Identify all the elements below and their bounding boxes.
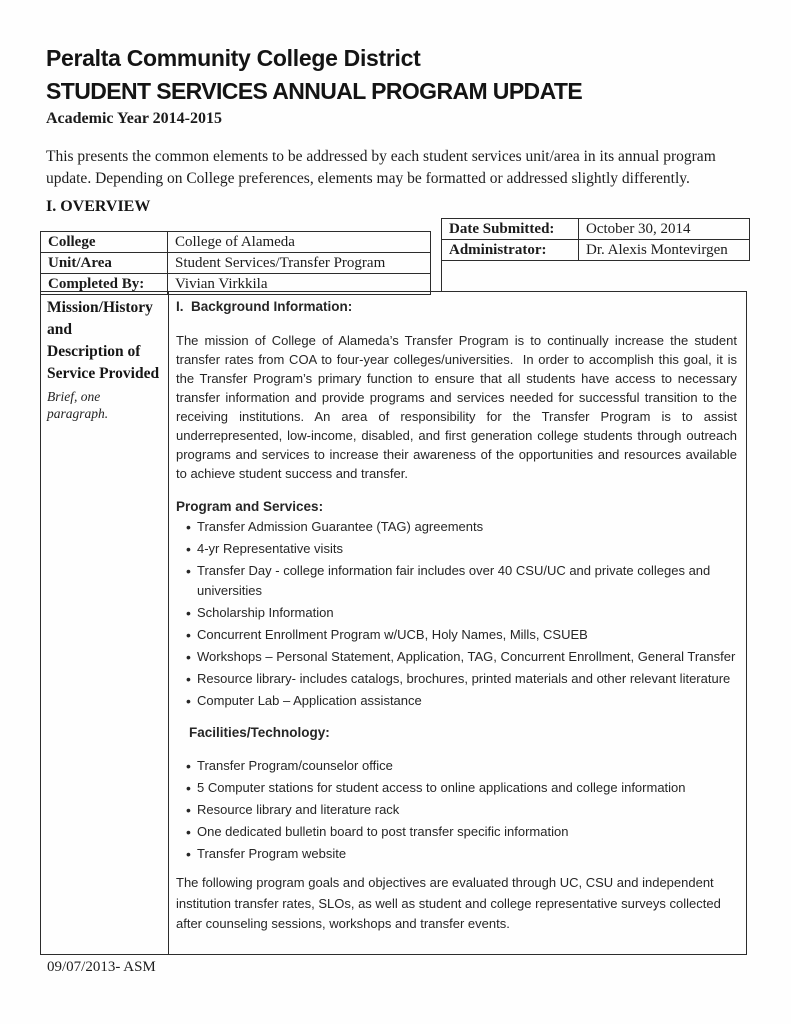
list-item: • Transfer Program website <box>176 844 737 864</box>
unit-info-table <box>40 231 431 295</box>
closing-paragraph: The following program goals and objectives are evaluated through UC, CSU and independent institution transfer rates, SLOs, as well as student and college representative surveys collected after counseling sessions, workshops and transfer events. <box>176 875 721 931</box>
date-submitted-value: October 30, 2014 <box>579 219 750 240</box>
mission-content-cell <box>169 292 746 954</box>
submission-info-table <box>441 218 750 261</box>
overview-section-heading: I. OVERVIEW <box>46 198 151 215</box>
administrator-label: Administrator: <box>442 240 579 261</box>
mission-label-line: and <box>47 321 72 338</box>
mission-paragraph: The mission of College of Alameda’s Transfer Program is to continually increase the student transfer rates from COA to four-year colleges/universities. In order to accomplish this goal, it is the Transfer Program’s primary function to ensure that all students have access to necessary transfer information and provide programs and services needed for successful transition to the receiving institutions. An area of responsibility for the Transfer Program is to assist underrepresented, low-income, disabled, and first generation college students through outreach programs and services to increase their awareness of the opportunities and resources available to achieve student success and transfer. <box>176 333 737 481</box>
list-item: • Transfer Day - college information fair includes over 40 CSU/UC and private colleges and universities <box>176 561 737 601</box>
intro-paragraph: This presents the common elements to be addressed by each student services unit/area in its annual program update. Depending on College preferences, elements may be formatted or addressed slightly differently. <box>46 148 716 187</box>
background-info-heading: I. Background Information: <box>176 299 353 314</box>
mission-label-cell <box>41 292 169 954</box>
list-item: • Workshops – Personal Statement, Application, TAG, Concurrent Enrollment, General Transfer <box>176 647 737 667</box>
mission-history-row <box>40 291 747 955</box>
list-item: • Scholarship Information <box>176 603 737 623</box>
district-title: Peralta Community College District <box>46 45 421 71</box>
table-row <box>442 219 750 240</box>
academic-year: Academic Year 2014-2015 <box>46 110 222 127</box>
list-item: • 4-yr Representative visits <box>176 539 737 559</box>
list-item: • Transfer Admission Guarantee (TAG) agreements <box>176 517 737 537</box>
list-item: • Concurrent Enrollment Program w/UCB, Holy Names, Mills, CSUEB <box>176 625 737 645</box>
document-header <box>46 42 756 130</box>
document-title: STUDENT SERVICES ANNUAL PROGRAM UPDATE <box>46 78 583 104</box>
completed-by-value: Vivian Virkkila <box>168 274 431 295</box>
date-submitted-label: Date Submitted: <box>442 219 579 240</box>
list-item: • Resource library- includes catalogs, brochures, printed materials and other relevant literature <box>176 669 737 689</box>
list-item: • Computer Lab – Application assistance <box>176 691 737 711</box>
unit-area-value: Student Services/Transfer Program <box>168 253 431 274</box>
administrator-value: Dr. Alexis Montevirgen <box>579 240 750 261</box>
list-item: • 5 Computer stations for student access to online applications and college information <box>176 778 737 798</box>
list-item: • Resource library and literature rack <box>176 800 737 820</box>
mission-label-line: Service Provided <box>47 365 160 382</box>
programs-heading: Program and Services: <box>176 499 324 514</box>
table-row <box>442 240 750 261</box>
completed-by-label: Completed By: <box>41 274 168 295</box>
facilities-list <box>176 756 737 864</box>
college-value: College of Alameda <box>168 232 431 253</box>
mission-label-line: Description of <box>47 343 141 360</box>
table-connector-line <box>441 256 442 291</box>
programs-list <box>176 517 737 711</box>
facilities-heading: Facilities/Technology: <box>189 725 330 740</box>
list-item: • Transfer Program/counselor office <box>176 756 737 776</box>
college-label: College <box>41 232 168 253</box>
table-row <box>41 253 431 274</box>
table-row <box>41 232 431 253</box>
list-item: • One dedicated bulletin board to post transfer specific information <box>176 822 737 842</box>
mission-label-note: Brief, one paragraph. <box>47 389 109 421</box>
mission-label-line: Mission/History <box>47 299 153 316</box>
unit-area-label: Unit/Area <box>41 253 168 274</box>
footer-revision-note: 09/07/2013- ASM <box>47 959 156 975</box>
